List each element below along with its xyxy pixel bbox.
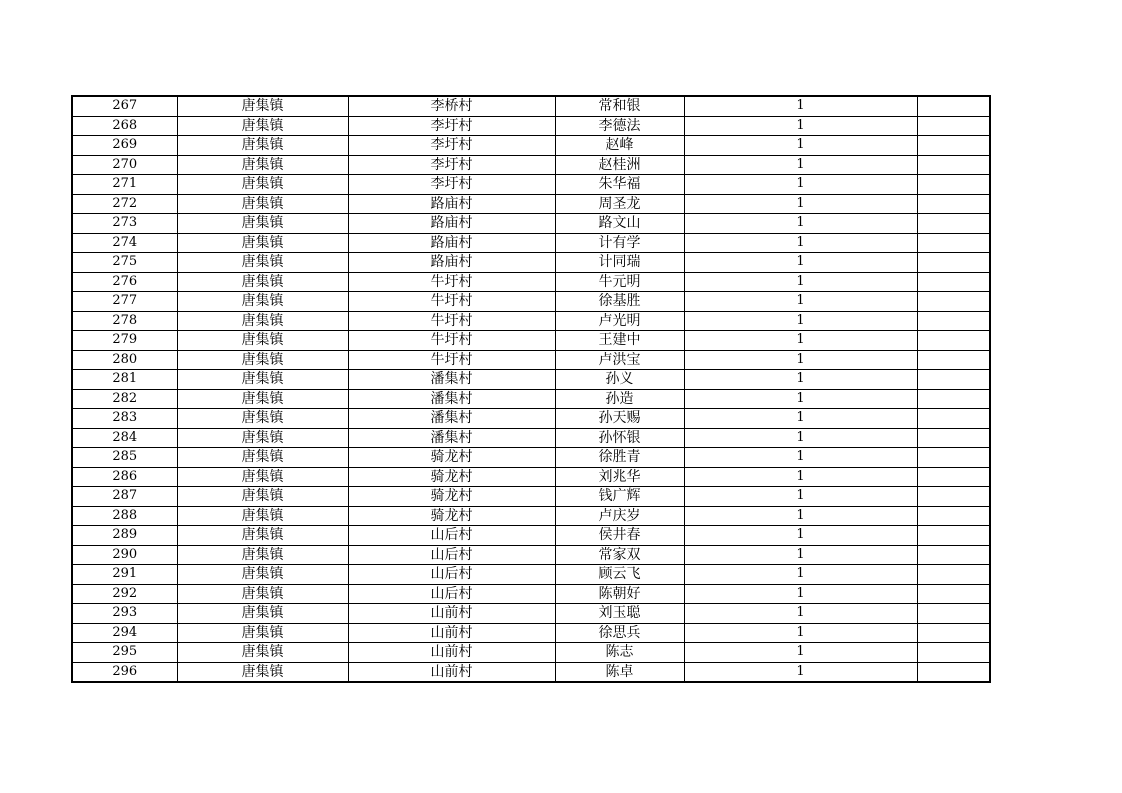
name-cell: 孙造 [555,389,684,409]
table-row [72,643,990,663]
row-number-cell: 293 [72,604,177,624]
table-row [72,272,990,292]
remarks-cell [917,545,990,565]
table-row [72,545,990,565]
remarks-cell [917,292,990,312]
village-cell: 骑龙村 [348,467,555,487]
remarks-cell [917,487,990,507]
row-number-cell: 268 [72,116,177,136]
town-cell: 唐集镇 [177,155,348,175]
village-cell: 山前村 [348,623,555,643]
table-row [72,233,990,253]
name-cell: 卢光明 [555,311,684,331]
row-number-cell: 278 [72,311,177,331]
village-cell: 骑龙村 [348,506,555,526]
town-cell: 唐集镇 [177,370,348,390]
table-row [72,175,990,195]
remarks-cell [917,272,990,292]
name-cell: 赵峰 [555,136,684,156]
row-number-cell: 275 [72,253,177,273]
village-cell: 李圩村 [348,116,555,136]
count-cell: 1 [684,623,917,643]
town-cell: 唐集镇 [177,233,348,253]
count-cell: 1 [684,526,917,546]
name-cell: 钱广辉 [555,487,684,507]
count-cell: 1 [684,467,917,487]
count-cell: 1 [684,389,917,409]
name-cell: 徐基胜 [555,292,684,312]
row-number-cell: 291 [72,565,177,585]
remarks-cell [917,370,990,390]
row-number-cell: 273 [72,214,177,234]
remarks-cell [917,331,990,351]
remarks-cell [917,350,990,370]
town-cell: 唐集镇 [177,448,348,468]
remarks-cell [917,155,990,175]
name-cell: 朱华福 [555,175,684,195]
town-cell: 唐集镇 [177,467,348,487]
town-cell: 唐集镇 [177,623,348,643]
count-cell: 1 [684,155,917,175]
town-cell: 唐集镇 [177,545,348,565]
village-cell: 牛圩村 [348,292,555,312]
remarks-cell [917,428,990,448]
town-cell: 唐集镇 [177,350,348,370]
name-cell: 刘玉聪 [555,604,684,624]
village-cell: 牛圩村 [348,350,555,370]
table-row [72,370,990,390]
count-cell: 1 [684,662,917,682]
name-cell: 计同瑞 [555,253,684,273]
name-cell: 李德法 [555,116,684,136]
count-cell: 1 [684,350,917,370]
table-row [72,428,990,448]
table-row [72,96,990,116]
count-cell: 1 [684,506,917,526]
row-number-cell: 284 [72,428,177,448]
name-cell: 顾云飞 [555,565,684,585]
town-cell: 唐集镇 [177,136,348,156]
town-cell: 唐集镇 [177,584,348,604]
row-number-cell: 285 [72,448,177,468]
name-cell: 孙义 [555,370,684,390]
town-cell: 唐集镇 [177,662,348,682]
remarks-cell [917,448,990,468]
name-cell: 常和银 [555,96,684,116]
town-cell: 唐集镇 [177,214,348,234]
town-cell: 唐集镇 [177,175,348,195]
town-cell: 唐集镇 [177,643,348,663]
row-number-cell: 282 [72,389,177,409]
count-cell: 1 [684,331,917,351]
village-cell: 路庙村 [348,253,555,273]
table-row [72,389,990,409]
village-cell: 骑龙村 [348,487,555,507]
village-cell: 路庙村 [348,194,555,214]
remarks-cell [917,604,990,624]
count-cell: 1 [684,272,917,292]
row-number-cell: 283 [72,409,177,429]
table-row [72,409,990,429]
table-row [72,467,990,487]
village-cell: 山后村 [348,584,555,604]
village-cell: 路庙村 [348,214,555,234]
row-number-cell: 274 [72,233,177,253]
table-body [72,96,990,682]
row-number-cell: 296 [72,662,177,682]
data-table [71,95,991,683]
name-cell: 卢洪宝 [555,350,684,370]
table-row [72,331,990,351]
row-number-cell: 270 [72,155,177,175]
town-cell: 唐集镇 [177,565,348,585]
count-cell: 1 [684,584,917,604]
count-cell: 1 [684,565,917,585]
row-number-cell: 294 [72,623,177,643]
row-number-cell: 279 [72,331,177,351]
table-row [72,604,990,624]
name-cell: 刘兆华 [555,467,684,487]
town-cell: 唐集镇 [177,526,348,546]
village-cell: 山前村 [348,662,555,682]
town-cell: 唐集镇 [177,487,348,507]
name-cell: 牛元明 [555,272,684,292]
remarks-cell [917,389,990,409]
count-cell: 1 [684,292,917,312]
count-cell: 1 [684,409,917,429]
remarks-cell [917,253,990,273]
name-cell: 计有学 [555,233,684,253]
name-cell: 孙天赐 [555,409,684,429]
row-number-cell: 292 [72,584,177,604]
row-number-cell: 267 [72,96,177,116]
row-number-cell: 272 [72,194,177,214]
count-cell: 1 [684,136,917,156]
town-cell: 唐集镇 [177,604,348,624]
village-cell: 山后村 [348,526,555,546]
remarks-cell [917,506,990,526]
name-cell: 卢庆岁 [555,506,684,526]
count-cell: 1 [684,214,917,234]
village-cell: 李圩村 [348,175,555,195]
row-number-cell: 281 [72,370,177,390]
table-row [72,253,990,273]
village-cell: 路庙村 [348,233,555,253]
town-cell: 唐集镇 [177,311,348,331]
count-cell: 1 [684,487,917,507]
village-cell: 李圩村 [348,136,555,156]
village-cell: 山前村 [348,604,555,624]
row-number-cell: 288 [72,506,177,526]
name-cell: 陈志 [555,643,684,663]
remarks-cell [917,175,990,195]
village-cell: 潘集村 [348,409,555,429]
count-cell: 1 [684,604,917,624]
table-row [72,487,990,507]
village-cell: 潘集村 [348,370,555,390]
remarks-cell [917,214,990,234]
village-cell: 牛圩村 [348,311,555,331]
town-cell: 唐集镇 [177,506,348,526]
table-row [72,136,990,156]
village-cell: 李圩村 [348,155,555,175]
remarks-cell [917,311,990,331]
town-cell: 唐集镇 [177,389,348,409]
remarks-cell [917,662,990,682]
row-number-cell: 286 [72,467,177,487]
name-cell: 孙怀银 [555,428,684,448]
table-row [72,565,990,585]
row-number-cell: 271 [72,175,177,195]
village-cell: 牛圩村 [348,331,555,351]
remarks-cell [917,194,990,214]
town-cell: 唐集镇 [177,331,348,351]
row-number-cell: 295 [72,643,177,663]
count-cell: 1 [684,194,917,214]
count-cell: 1 [684,311,917,331]
count-cell: 1 [684,96,917,116]
village-cell: 李桥村 [348,96,555,116]
name-cell: 赵桂洲 [555,155,684,175]
name-cell: 陈卓 [555,662,684,682]
table-row [72,448,990,468]
name-cell: 陈朝好 [555,584,684,604]
village-cell: 骑龙村 [348,448,555,468]
name-cell: 徐思兵 [555,623,684,643]
table-row [72,292,990,312]
town-cell: 唐集镇 [177,116,348,136]
town-cell: 唐集镇 [177,428,348,448]
remarks-cell [917,526,990,546]
town-cell: 唐集镇 [177,272,348,292]
table-row [72,584,990,604]
name-cell: 王建中 [555,331,684,351]
table-row [72,116,990,136]
remarks-cell [917,623,990,643]
table-row [72,311,990,331]
table-row [72,350,990,370]
town-cell: 唐集镇 [177,409,348,429]
table-row [72,662,990,682]
remarks-cell [917,409,990,429]
table-row [72,214,990,234]
name-cell: 侯井春 [555,526,684,546]
name-cell: 徐胜青 [555,448,684,468]
remarks-cell [917,96,990,116]
count-cell: 1 [684,116,917,136]
row-number-cell: 280 [72,350,177,370]
name-cell: 路文山 [555,214,684,234]
count-cell: 1 [684,448,917,468]
table-row [72,526,990,546]
town-cell: 唐集镇 [177,292,348,312]
town-cell: 唐集镇 [177,194,348,214]
count-cell: 1 [684,233,917,253]
remarks-cell [917,116,990,136]
remarks-cell [917,643,990,663]
row-number-cell: 290 [72,545,177,565]
row-number-cell: 287 [72,487,177,507]
town-cell: 唐集镇 [177,253,348,273]
remarks-cell [917,584,990,604]
village-cell: 牛圩村 [348,272,555,292]
row-number-cell: 289 [72,526,177,546]
table-row [72,194,990,214]
remarks-cell [917,136,990,156]
row-number-cell: 269 [72,136,177,156]
row-number-cell: 276 [72,272,177,292]
count-cell: 1 [684,428,917,448]
count-cell: 1 [684,370,917,390]
town-cell: 唐集镇 [177,96,348,116]
count-cell: 1 [684,175,917,195]
count-cell: 1 [684,253,917,273]
count-cell: 1 [684,545,917,565]
name-cell: 常家双 [555,545,684,565]
row-number-cell: 277 [72,292,177,312]
village-cell: 潘集村 [348,428,555,448]
table-row [72,623,990,643]
village-cell: 山前村 [348,643,555,663]
table-row [72,506,990,526]
village-cell: 山后村 [348,565,555,585]
name-cell: 周圣龙 [555,194,684,214]
remarks-cell [917,467,990,487]
count-cell: 1 [684,643,917,663]
table-row [72,155,990,175]
remarks-cell [917,565,990,585]
village-cell: 潘集村 [348,389,555,409]
remarks-cell [917,233,990,253]
village-cell: 山后村 [348,545,555,565]
